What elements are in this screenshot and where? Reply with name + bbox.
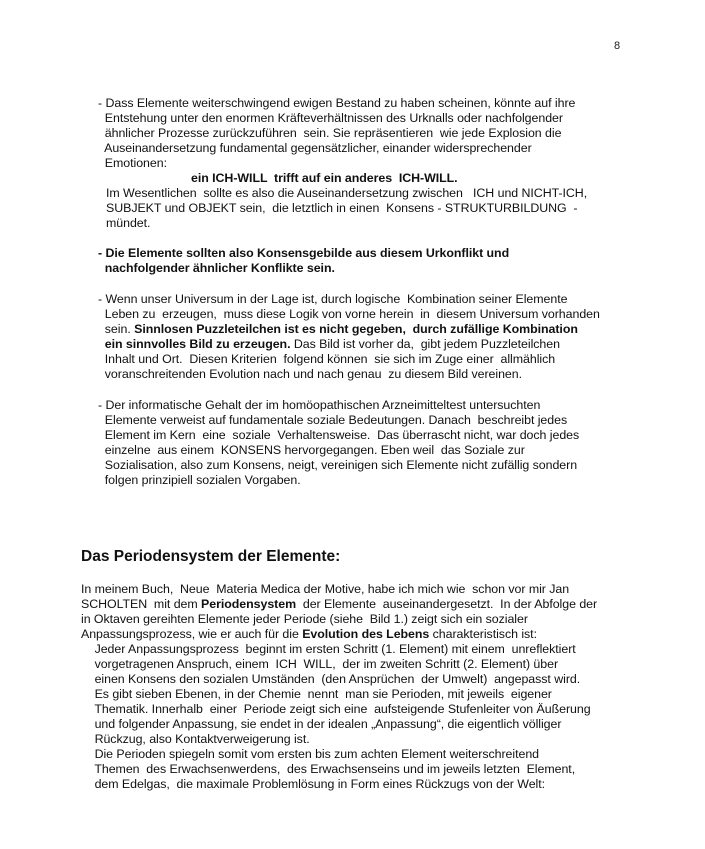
bullet4-line: Element im Kern eine soziale Verhaltensweise. Das überrascht nicht, war doch jedes <box>98 428 580 442</box>
paragraph-line: Thematik. Innerhalb einer Periode zeigt sich eine aufsteigende Stufenleiter von Äußerung <box>81 702 591 716</box>
paragraph-line: Jeder Anpassungsprozess beginnt im ersten Schritt (1. Element) mit einem unreflektiert <box>81 642 576 656</box>
paragraph-line: Es gibt sieben Ebenen, in der Chemie nennt man sie Perioden, mit jeweils eigener <box>81 687 552 701</box>
paragraph-line: vorgetragenen Anspruch, einem ICH WILL, der im zweiten Schritt (2. Element) über <box>81 657 559 671</box>
bullet3-line <box>98 337 560 352</box>
bullet3-line: - Wenn unser Universum in der Lage ist, durch logische Kombination seiner Elemente <box>98 292 568 306</box>
paragraph-emphasis: Periodensystem <box>201 597 297 611</box>
page-number: 8 <box>614 40 621 52</box>
bullet3-line: Leben zu erzeugen, muss diese Logik von vorne herein in diesem Universum vorhanden <box>98 307 600 321</box>
bullet2-line: - Die Elemente sollten also Konsensgebilde aus diesem Urkonflikt und <box>98 246 510 260</box>
paragraph-text: Anpassungsprozess, wie er auch für die <box>81 627 303 641</box>
centered-emphasis: ein ICH-WILL trifft auf ein anderes ICH-WILL. <box>191 171 458 185</box>
paragraph-line: Themen des Erwachsenwerdens, des Erwachsenseins und im jeweils letzten Element, <box>81 762 576 776</box>
bullet3-text: sein. <box>98 322 135 336</box>
paragraph-line: und folgender Anpassung, sie endet in der idealen „Anpassung“, die eigentlich völliger <box>81 717 562 731</box>
bullet2-line: nachfolgender ähnlicher Konflikte sein. <box>98 261 335 275</box>
bullet1-line: - Dass Elemente weiterschwingend ewigen Bestand zu haben scheinen, könnte auf ihre <box>98 96 576 110</box>
paragraph-line: in Oktaven gereihten Elemente jeder Periode (siehe Bild 1.) zeigt sich ein sozialer <box>81 612 528 626</box>
bullet1-line: Emotionen: <box>98 156 167 170</box>
paragraph-line <box>81 597 597 612</box>
bullet1-line: ähnlicher Prozesse zurückzuführen sein. Sie repräsentieren wie jede Explosion die <box>98 126 562 140</box>
bullet3-emphasis: ein sinnvolles Bild zu erzeugen. <box>98 337 291 351</box>
paragraph-emphasis: Evolution des Lebens <box>302 627 430 641</box>
bullet3-line <box>98 322 578 337</box>
bullet3-line: voranschreitenden Evolution nach und nach genau zu diesem Bild vereinen. <box>98 367 523 381</box>
paragraph-line: einen Konsens den sozialen Umständen (den Ansprüchen der Umwelt) angepasst wird. <box>81 672 581 686</box>
bullet3-text: Das Bild ist vorher da, gibt jedem Puzzleteilchen <box>290 337 560 351</box>
section-heading: Das Periodensystem der Elemente: <box>81 548 341 565</box>
paragraph-line: dem Edelgas, die maximale Problemlösung in Form eines Rückzugs von der Welt: <box>81 777 546 791</box>
bullet1-line: Entstehung unter den enormen Kräfteverhältnissen des Urknalls oder nachfolgender <box>98 111 563 125</box>
bullet4-line: Sozialisation, also zum Konsens, neigt, vereinigen sich Elemente nicht zufällig sondern <box>98 458 578 472</box>
bullet3-line: Inhalt und Ort. Diesen Kriterien folgend können sie sich im Zuge einer allmählich <box>98 352 556 366</box>
paragraph-line: In meinem Buch, Neue Materia Medica der Motive, habe ich mich wie schon vor mir Jan <box>81 582 570 596</box>
paragraph-text: charakteristisch ist: <box>429 627 537 641</box>
bullet4-line: - Der informatische Gehalt der im homöopathischen Arzneimitteltest untersuchten <box>98 398 541 412</box>
bullet4-line: einzelne aus einem KONSENS hervorgegangen. Eben weil das Soziale zur <box>98 443 525 457</box>
paragraph-line <box>81 627 537 642</box>
bullet4-line: folgen prinzipiell sozialen Vorgaben. <box>98 473 301 487</box>
bullet1-line: Auseinandersetzung fundamental gegensätzlicher, einander widersprechender <box>98 141 532 155</box>
bullet1-after-line: mündet. <box>106 216 151 230</box>
bullet1-after-line: SUBJEKT und OBJEKT sein, die letztlich in einen Konsens - STRUKTURBILDUNG - <box>106 201 578 215</box>
bullet4-line: Elemente verweist auf fundamentale soziale Bedeutungen. Danach beschreibt jedes <box>98 413 568 427</box>
bullet1-after-line: Im Wesentlichen sollte es also die Auseinandersetzung zwischen ICH und NICHT-ICH, <box>106 186 588 200</box>
paragraph-line: Rückzug, also Kontaktverweigerung ist. <box>81 732 310 746</box>
paragraph-text: SCHOLTEN mit dem <box>81 597 202 611</box>
paragraph-text: der Elemente auseinandergesetzt. In der Abfolge der <box>296 597 598 611</box>
bullet3-emphasis: Sinnlosen Puzzleteilchen ist es nicht gegeben, durch zufällige Kombination <box>134 322 578 336</box>
paragraph-line: Die Perioden spiegeln somit vom ersten bis zum achten Element weiterschreitend <box>81 747 540 761</box>
